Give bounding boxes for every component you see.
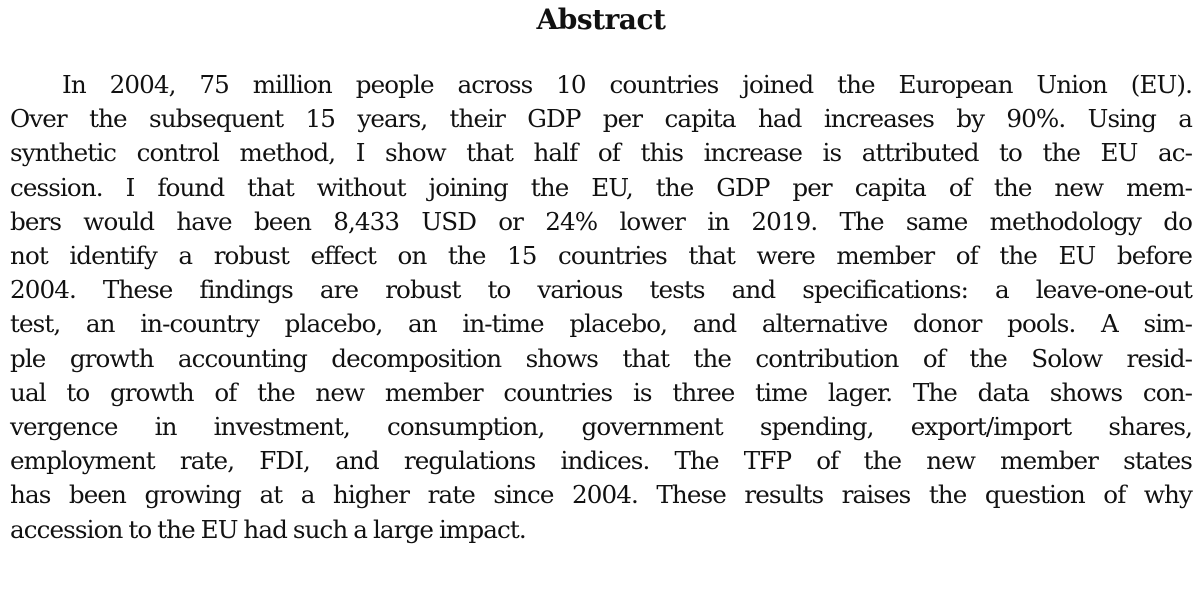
abstract-line: cession. I found that without joining the EU, the GDP per capita of the new mem-: [10, 172, 1192, 202]
abstract-line: bers would have been 8,433 USD or 24% lower in 2019. The same methodology do: [10, 206, 1192, 236]
abstract-line: test, an in-country placebo, an in-time placebo, and alternative donor pools. A sim-: [10, 309, 1192, 339]
abstract-line: accession to the EU had such a large impact.: [10, 514, 526, 544]
abstract-line: vergence in investment, consumption, government spending, export/import shares,: [10, 412, 1192, 442]
abstract-line: has been growing at a higher rate since 2004. These results raises the question of why: [10, 480, 1192, 510]
abstract-heading: Abstract: [536, 3, 666, 36]
abstract-line: employment rate, FDI, and regulations indices. The TFP of the new member states: [10, 446, 1192, 476]
abstract-line: 2004. These findings are robust to various tests and specifications: a leave-one-out: [10, 275, 1192, 305]
abstract-line: not identify a robust effect on the 15 countries that were member of the EU before: [10, 241, 1192, 271]
abstract-line: synthetic control method, I show that half of this increase is attributed to the EU ac-: [10, 138, 1192, 168]
abstract-line: ual to growth of the new member countries is three time lager. The data shows con-: [10, 377, 1192, 407]
abstract-line: Over the subsequent 15 years, their GDP per capita had increases by 90%. Using a: [10, 104, 1192, 134]
abstract-paragraph: [10, 68, 1192, 547]
abstract-line: In 2004, 75 million people across 10 countries joined the European Union (EU).: [62, 70, 1192, 99]
abstract-line: ple growth accounting decomposition shows that the contribution of the Solow resid-: [10, 343, 1192, 373]
